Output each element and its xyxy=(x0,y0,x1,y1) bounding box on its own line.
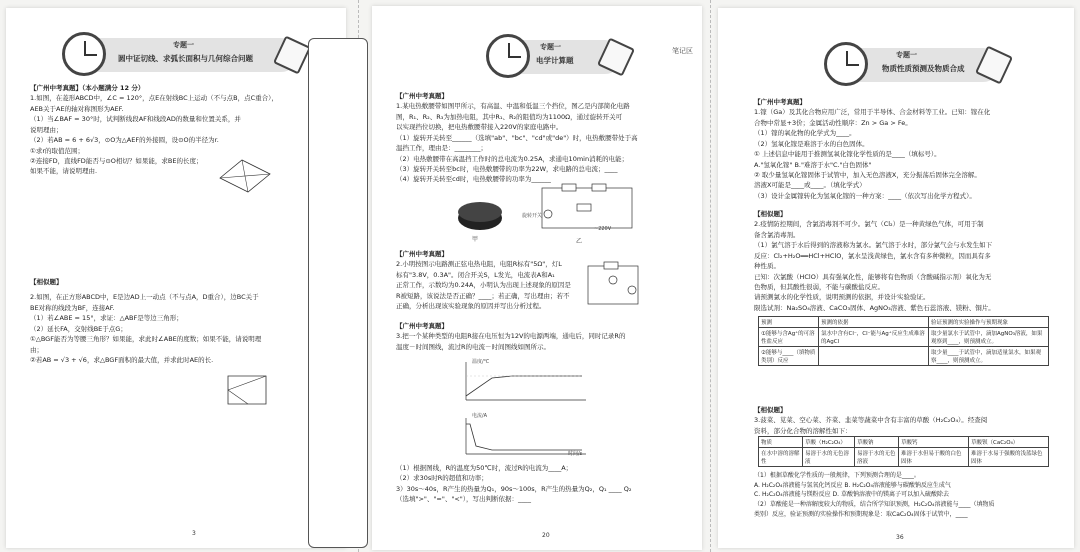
text-line: 3.菠菜、苋菜、空心菜、芥菜、韭菜等蔬菜中含有丰富的草酸（H₂C₂O₄）。经查阅 xyxy=(754,416,988,425)
text-line: （2）延长FA，交射线BE于点G； xyxy=(30,324,127,333)
table-cell: 取少量____于试管中，滴加适量氯水，如果观察____，则预测成立。 xyxy=(929,347,1049,366)
text-line: （1）氯气溶于水后得到的溶液称为氯水。氯气溶于水时，部分氯气会与水发生如下 xyxy=(754,241,993,250)
pencil-icon xyxy=(975,45,1013,84)
text-line: 温挡工作，理由是：________； xyxy=(396,144,487,153)
table-header-row xyxy=(759,317,1049,328)
text-line: （1）若∠ABE = 15°，求证：△ABF是等边三角形； xyxy=(30,314,183,323)
text-line: （1）当∠BAF = 30°时，试判断线段AF和线段AD的数量和位置关系，并 xyxy=(30,115,241,124)
related-header: 【相似题】 xyxy=(754,210,787,218)
text-line: 1.某电热敷腰带如图甲所示，有高温、中温和低温三个挡位，图乙是内部简化电路 xyxy=(396,102,630,111)
document-page-2 xyxy=(372,6,702,550)
table-header-cell: 验证预测的实验操作与预期现象 xyxy=(929,317,1049,328)
banner-subtitle: 物质性质预测及物质合成 xyxy=(882,64,965,73)
table-cell: 氯水中含有Cl⁻，Cl⁻能与Ag⁺反应生成难溶的AgCl xyxy=(819,328,929,347)
topic-banner xyxy=(830,48,1000,82)
text-line: 2.疫情防控期间，含氯消毒剂不可少。氯气（Cl₂）是一种黄绿色气体，可用于制 xyxy=(754,220,984,229)
text-line: （4）旋转开关转至cd时，电热敷腰带的功率为______ xyxy=(396,175,551,184)
text-line: （3）旋转开关转至bc时，电热敷腰带的功率为22W，求电路的总电流；____ xyxy=(396,164,618,173)
text-line: AEB关于AE的轴对称图形为AEF. xyxy=(30,104,124,113)
graph1-ylabel: 温度/℃ xyxy=(472,359,490,365)
text-line: ② 取少量氢氧化镓固体于试管中，加入无色溶液X，充分振荡后固体完全溶解。 xyxy=(754,170,981,179)
question-section-3-parts xyxy=(754,472,1059,520)
topic-banner xyxy=(492,40,622,74)
question-section-3-parts xyxy=(396,464,686,506)
table-cell xyxy=(819,347,929,366)
text-line: （3）设计金属镓转化为氢氧化镓的一种方案：____（依次写出化学方程式）。 xyxy=(754,191,976,200)
table-cell: 难溶于水但易于酸的白色固体 xyxy=(899,448,969,467)
lamp-circuit-diagram xyxy=(582,260,644,310)
text-line: BE对称的线段为BF，连接AF. xyxy=(30,303,115,312)
square-figure xyxy=(218,368,278,408)
text-line: 请预测氯水的化学性质，说明预测的依据，并设计实验验证。 xyxy=(754,293,930,302)
clock-icon xyxy=(824,42,868,86)
text-line: 由； xyxy=(30,345,43,354)
prediction-table xyxy=(758,316,1049,366)
related-header: 【相似题】 xyxy=(30,278,63,286)
question-section-2 xyxy=(30,278,300,366)
text-line: ②若AB = √3 + √6，求△BGF面积的最大值，并求此时AE的长. xyxy=(30,355,214,364)
text-line: 1.镓（Ga）及其化合物应用广泛，常用于半导体、合金材料等工业。已知：镓在化 xyxy=(754,108,991,117)
exam-header: 【广州中考真题】 xyxy=(396,250,448,258)
exam-header: 【广州中考真题】 xyxy=(396,322,448,330)
text-line: R被短路，该说法是否正确？____；若正确，写出理由；若不 xyxy=(396,291,570,300)
table-cell: 易溶于水的无色溶液 xyxy=(803,448,855,467)
text-line: 色物质，但其酸性很弱，不能与碳酸盐反应。 xyxy=(754,282,884,291)
text-line: ①求r的取值范围； xyxy=(30,146,84,155)
page-number: 36 xyxy=(896,534,904,541)
text-line: C. H₂C₂O₄溶液能与镁粉反应 D. 草酸钠溶液中的镁离子可以加入硫酸除去 xyxy=(754,491,949,499)
text-line: 温度－时间图线，流过R的电流－时间图线如图所示。 xyxy=(396,342,551,351)
page-number: 20 xyxy=(542,532,550,539)
text-line: （2）电热敷腰带在高温挡工作时的总电流为0.25A，求通电10min消耗的电能； xyxy=(396,154,629,163)
table-cell: 取少量氯水于试管中，滴加AgNO₃溶液，如果观察到____，则预测成立。 xyxy=(929,328,1049,347)
figure-label-b: 乙 xyxy=(576,238,583,245)
text-line: 标有"3.8V，0.3A"。闭合开关S，L发光，电流表A和A₁ xyxy=(396,270,555,279)
text-line: （2）草酸能是一种溶解度较大的物质，结合所学知识预测，H₂C₂O₄溶液能与____（填物质 xyxy=(754,501,995,509)
page-number: 3 xyxy=(192,530,196,537)
text-line: ①△BGF能否为等腰三角形？如果能，求此时∠ABE的度数；如果不能，请说明理 xyxy=(30,335,262,344)
text-line: 反应：Cl₂+H₂O══HCl+HClO，氯水呈浅黄绿色，氯水含有多种微粒，因而具有多 xyxy=(754,251,991,260)
voltage-label: ~220V xyxy=(594,226,612,232)
question-section-2 xyxy=(754,210,1059,314)
table-cell: 难溶于水易于强酸的浅蓝绿色固体 xyxy=(969,448,1049,467)
text-line: 3.把一个某种类型的电阻R接在电压恒为12V的电源两端，通电后，同时记录R的 xyxy=(396,332,626,341)
clock-icon xyxy=(62,32,106,76)
question-section-1 xyxy=(396,92,686,186)
banner-title: 专题一 xyxy=(540,43,561,51)
table-row xyxy=(759,448,1049,467)
text-line: ②连接FD，直线FD能否与⊙O相切？如果能，求BE的长度； xyxy=(30,156,203,165)
table-header-cell: 物质 xyxy=(759,437,803,448)
notes-area-label: 笔记区 xyxy=(672,47,693,55)
table-header-row xyxy=(759,437,1049,448)
pencil-icon xyxy=(597,37,635,76)
rhombus-figure xyxy=(214,156,274,196)
solubility-table xyxy=(758,436,1049,467)
text-line: （选填">"、"="、"<"），写出判断依据：____ xyxy=(396,495,532,504)
text-line: 如果不能，请说明理由. xyxy=(30,167,98,176)
text-line: A."氢氧化镓" B."难溶于水"C."白色固体" xyxy=(754,160,872,169)
text-line: 正确，分析出现该实验现象的原因并写出分析过程。 xyxy=(396,302,546,311)
question-section-1 xyxy=(754,98,1059,202)
text-line: 溶液X可能是____或____。（填化学式） xyxy=(754,181,866,190)
clock-icon xyxy=(486,34,530,78)
text-line: 类别）反应，验证预测的实验操作和预期现象是：取CaC₂O₄固体于试管中，____ xyxy=(754,510,968,518)
text-line: 1.如图，在菱形ABCD中，∠C = 120°，点E在射线BC上运动（不与点B，点C重合）， xyxy=(30,94,278,103)
text-line: （1）旋转开关转至______（选填"ab"、"bc"、"cd"或"de"）时，电热敷腰带处于高 xyxy=(396,133,638,142)
table-row xyxy=(759,328,1049,347)
circuit-diagram xyxy=(522,182,642,238)
text-line: 2.小明按图示电路测正弦电热电阻，电阻R标有"5Ω"，灯L xyxy=(396,260,562,269)
text-line: （1）根据图线，R的温度为50℃时，流过R的电流为____A； xyxy=(396,464,573,472)
table-header-cell: 草酸钠 xyxy=(855,437,899,448)
text-line: 备含氯消毒剂。 xyxy=(754,230,800,239)
question-section-3 xyxy=(754,406,1059,437)
related-header: 【相似题】 xyxy=(754,406,787,414)
text-line: 种性质。 xyxy=(754,262,780,271)
graph-xlabel: 时间/s xyxy=(568,451,583,457)
text-line: （1）根据草酸化学性质的一般规律，下列预测合理的是____。 xyxy=(754,472,920,479)
switch-label: 旋转开关 xyxy=(522,213,543,219)
table-header-cell: 草酸（H₂C₂O₄） xyxy=(803,437,855,448)
topic-banner xyxy=(68,38,298,72)
text-line: （2）若AB = 6 + 6√3，⊙O为△AEF的外接圆，设⊙O的半径为r. xyxy=(30,136,219,145)
banner-title: 专题一 xyxy=(173,41,194,49)
table-header-cell: 预测 xyxy=(759,317,819,328)
question-section-3 xyxy=(396,322,686,353)
table-header-cell: 草酸钡（CaC₂O₄） xyxy=(969,437,1049,448)
table-header-cell: 草酸钙 xyxy=(899,437,969,448)
banner-title: 专题一 xyxy=(896,51,917,59)
exam-header: 【广州中考真题】 xyxy=(396,92,448,100)
exam-header: 【广州中考真题】 xyxy=(754,98,806,106)
text-line: 限选试剂：Na₂SO₄溶液、CaCO₃固体、AgNO₃溶液、紫色石蕊溶液、镁粉、铜片。 xyxy=(754,303,995,312)
text-line: 图，R₁、R₂、R₃为加热电阻，其中R₁、R₂的阻值均为1100Ω，通过旋转开关可 xyxy=(396,112,623,121)
page-gutter-line xyxy=(710,0,711,552)
temperature-time-graph xyxy=(452,358,592,408)
figure-label-a: 甲 xyxy=(472,236,479,243)
heating-belt-photo xyxy=(452,192,512,232)
text-line: （2）求30s时R的超值和功率； xyxy=(396,474,488,483)
graph2-ylabel: 电流/A xyxy=(472,413,488,419)
banner-subtitle: 电学计算题 xyxy=(536,56,574,65)
exam-header: 【广州中考真题】（本小题满分 12 分） xyxy=(30,84,145,92)
table-cell: 易溶于水的无色溶液 xyxy=(855,448,899,467)
text-line: （2）氢氧化镓是难溶于水的白色固体。 xyxy=(754,139,869,148)
text-line: 已知：次氯酸（HClO）具有强氧化性，能够将有色物质（含酸碱指示剂）氧化为无 xyxy=(754,272,992,281)
banner-subtitle: 圆中证切线、求弧长面积与几何综合问题 xyxy=(118,54,253,63)
document-page-3 xyxy=(718,8,1074,548)
table-cell: ①能够与含Ag⁺的可溶性盐反应 xyxy=(759,328,819,347)
text-line: ① 上述信息中能用于推测氢氧化镓化学性质的是____（填标号）。 xyxy=(754,150,941,159)
table-row xyxy=(759,347,1049,366)
text-line: 3）30s～40s，R产生的热量为Q₁，90s～100s，R产生的热量为Q₂，Q₁ ____ Q₂ xyxy=(396,484,632,493)
answer-box xyxy=(308,38,368,548)
table-header-cell: 预测的依据 xyxy=(819,317,929,328)
text-line: 正常工作，示数均为0.24A，小明认为出现上述现象的原因是 xyxy=(396,281,571,290)
text-line: 说明理由； xyxy=(30,125,63,134)
text-line: 合物中常显+3价；金属活动性顺序：Zn > Ga > Fe。 xyxy=(754,118,912,127)
text-line: 2.如图，在正方形ABCD中，E是边AD上一动点（不与点A，D重合），边BC关于 xyxy=(30,293,259,302)
text-line: 资料，部分化合物的溶解性如下： xyxy=(754,426,852,435)
document-page-1 xyxy=(6,8,346,548)
table-cell: ②能够与____（填物质类别）反应 xyxy=(759,347,819,366)
text-line: 以实现挡位切换，把电热敷腰带接入220V的家庭电路中。 xyxy=(396,123,563,132)
text-line: A. H₂C₂O₄溶液能与氢氧化钙反应 B. H₂C₂O₄溶液能够与碳酸钠反应生成气 xyxy=(754,481,951,489)
text-line: （1）镓的氧化物的化学式为____。 xyxy=(754,129,856,138)
question-text xyxy=(30,293,300,365)
pencil-icon xyxy=(273,35,311,74)
table-cell: 在水中溶的溶解性 xyxy=(759,448,803,467)
